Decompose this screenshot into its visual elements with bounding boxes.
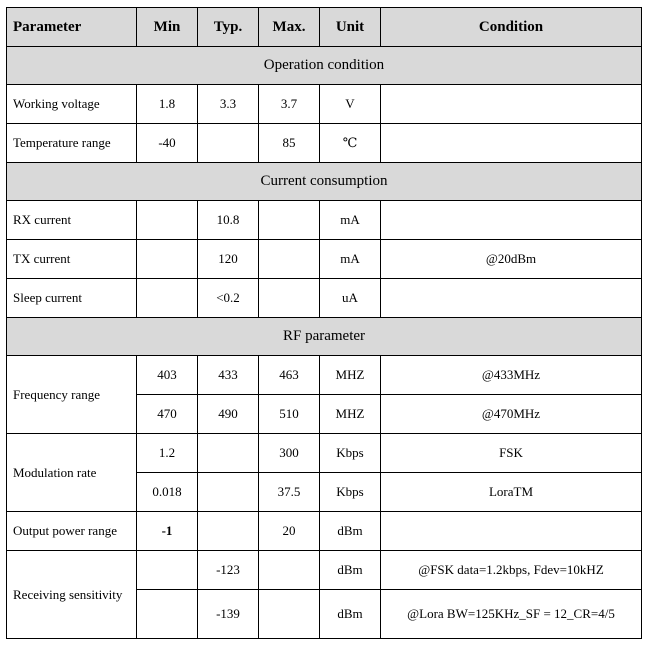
- table-row: [7, 124, 642, 163]
- cell-max: 463: [259, 356, 320, 395]
- cell-max: [259, 279, 320, 318]
- cell-max: [259, 551, 320, 590]
- cell-max: 20: [259, 512, 320, 551]
- cell-min: [137, 590, 198, 639]
- cell-min: 1.2: [137, 434, 198, 473]
- cell-max: [259, 201, 320, 240]
- cell-condition: @20dBm: [381, 240, 642, 279]
- param-rx-current: RX current: [7, 201, 137, 240]
- cell-condition: [381, 201, 642, 240]
- cell-min: -40: [137, 124, 198, 163]
- cell-typ: [198, 434, 259, 473]
- cell-unit: ℃: [320, 124, 381, 163]
- cell-condition: FSK: [381, 434, 642, 473]
- param-modulation-rate: Modulation rate: [7, 434, 137, 512]
- cell-condition: [381, 279, 642, 318]
- cell-unit: Kbps: [320, 473, 381, 512]
- table-row: [7, 356, 642, 395]
- cell-unit: dBm: [320, 551, 381, 590]
- header-condition: Condition: [381, 8, 642, 47]
- cell-min: [137, 279, 198, 318]
- cell-typ: <0.2: [198, 279, 259, 318]
- cell-typ: 120: [198, 240, 259, 279]
- cell-typ: [198, 512, 259, 551]
- cell-typ: 3.3: [198, 85, 259, 124]
- param-working-voltage: Working voltage: [7, 85, 137, 124]
- param-sleep-current: Sleep current: [7, 279, 137, 318]
- section-row: [7, 318, 642, 356]
- param-temperature-range: Temperature range: [7, 124, 137, 163]
- header-row: [7, 8, 642, 47]
- cell-min: 470: [137, 395, 198, 434]
- table-row: [7, 512, 642, 551]
- cell-min: [137, 551, 198, 590]
- cell-condition: [381, 124, 642, 163]
- cell-condition: @433MHz: [381, 356, 642, 395]
- section-row: [7, 47, 642, 85]
- cell-max: [259, 240, 320, 279]
- cell-condition: [381, 85, 642, 124]
- table-row: [7, 551, 642, 590]
- cell-unit: MHZ: [320, 395, 381, 434]
- cell-typ: 490: [198, 395, 259, 434]
- header-unit: Unit: [320, 8, 381, 47]
- cell-typ: 433: [198, 356, 259, 395]
- section-row: [7, 163, 642, 201]
- header-min: Min: [137, 8, 198, 47]
- cell-condition: @FSK data=1.2kbps, Fdev=10kHZ: [381, 551, 642, 590]
- cell-unit: Kbps: [320, 434, 381, 473]
- param-output-power-range: Output power range: [7, 512, 137, 551]
- spec-table: [6, 7, 642, 639]
- section-rf-parameter: RF parameter: [7, 318, 642, 356]
- table-row: [7, 201, 642, 240]
- cell-max: 37.5: [259, 473, 320, 512]
- header-parameter: Parameter: [7, 8, 137, 47]
- cell-max: 3.7: [259, 85, 320, 124]
- param-receiving-sensitivity: Receiving sensitivity: [7, 551, 137, 639]
- cell-max: 85: [259, 124, 320, 163]
- cell-unit: dBm: [320, 590, 381, 639]
- param-tx-current: TX current: [7, 240, 137, 279]
- table-row: [7, 279, 642, 318]
- cell-min: -1: [137, 512, 198, 551]
- cell-condition: LoraTM: [381, 473, 642, 512]
- cell-typ: [198, 473, 259, 512]
- cell-min: 0.018: [137, 473, 198, 512]
- cell-condition: [381, 512, 642, 551]
- cell-unit: mA: [320, 201, 381, 240]
- table-row: [7, 240, 642, 279]
- cell-condition: @470MHz: [381, 395, 642, 434]
- header-max: Max.: [259, 8, 320, 47]
- cell-typ: -123: [198, 551, 259, 590]
- cell-unit: uA: [320, 279, 381, 318]
- cell-max: [259, 590, 320, 639]
- cell-unit: V: [320, 85, 381, 124]
- cell-condition: @Lora BW=125KHz_SF = 12_CR=4/5: [381, 590, 642, 639]
- section-current-consumption: Current consumption: [7, 163, 642, 201]
- cell-min: 403: [137, 356, 198, 395]
- cell-min: 1.8: [137, 85, 198, 124]
- cell-typ: -139: [198, 590, 259, 639]
- param-frequency-range: Frequency range: [7, 356, 137, 434]
- cell-typ: [198, 124, 259, 163]
- table-row: [7, 85, 642, 124]
- cell-min: [137, 201, 198, 240]
- cell-typ: 10.8: [198, 201, 259, 240]
- header-typ: Typ.: [198, 8, 259, 47]
- section-operation-condition: Operation condition: [7, 47, 642, 85]
- table-row: [7, 434, 642, 473]
- cell-unit: dBm: [320, 512, 381, 551]
- cell-unit: mA: [320, 240, 381, 279]
- cell-max: 510: [259, 395, 320, 434]
- cell-max: 300: [259, 434, 320, 473]
- cell-min: [137, 240, 198, 279]
- cell-unit: MHZ: [320, 356, 381, 395]
